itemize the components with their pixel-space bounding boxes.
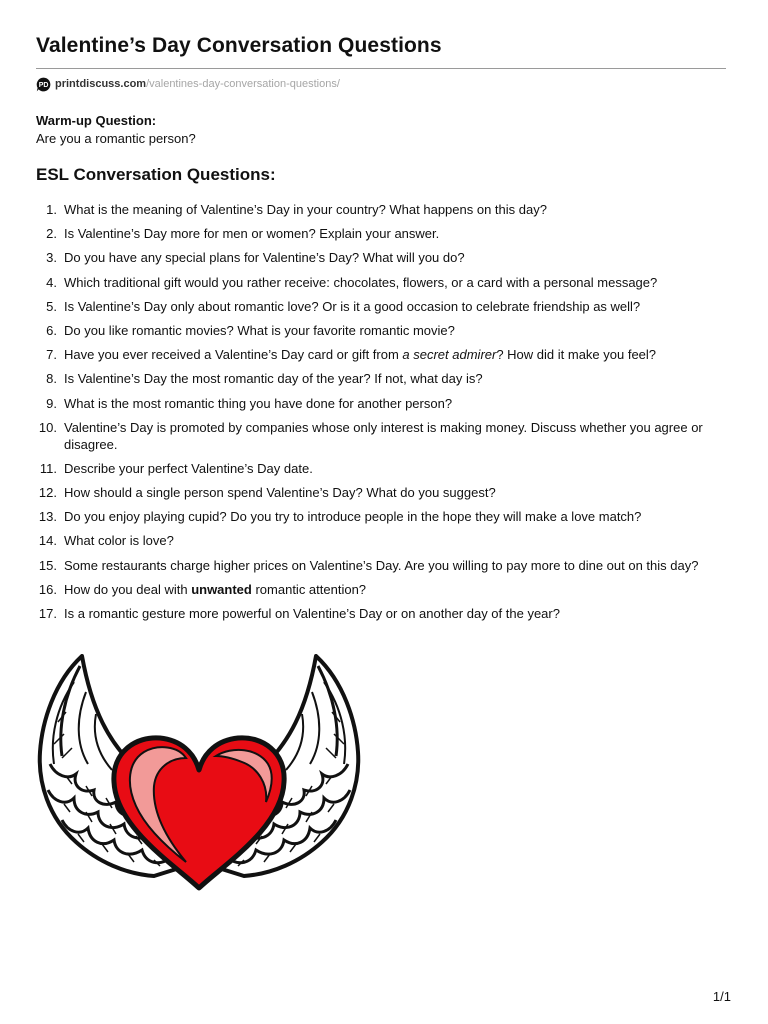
question-number: 9.: [46, 395, 57, 411]
question-text: [64, 484, 726, 501]
question-number: 10.: [38, 419, 57, 435]
question-text: [64, 201, 726, 218]
question-text-part: Describe your perfect Valentine’s Day date.: [64, 460, 313, 476]
question-text-part: Is Valentine’s Day more for men or women? Explain your answer.: [64, 226, 440, 242]
question-number: 14.: [38, 533, 57, 549]
question-text: [64, 581, 726, 598]
question-text: [64, 419, 726, 453]
question-number: 4.: [46, 274, 57, 290]
question-text-part: What color is love?: [64, 533, 174, 549]
source-domain[interactable]: printdiscuss.com: [55, 78, 147, 90]
question-text: [64, 346, 726, 363]
section-heading: ESL Conversation Questions:: [36, 165, 276, 184]
question-text-part: Have you ever received a Valentine’s Day card or gift from: [64, 347, 403, 363]
question-text-part: romantic attention?: [251, 581, 367, 597]
question-item: [36, 508, 726, 525]
question-text-part: Which traditional gift would you rather receive: chocolates, flowers, or a card with a personal message?: [64, 274, 658, 290]
question-text-part: What is the meaning of Valentine’s Day in your country? What happens on this day?: [64, 202, 547, 217]
source-line[interactable]: [36, 75, 340, 93]
question-number: 2.: [46, 226, 57, 242]
source-path[interactable]: /valentines-day-conversation-questions/: [146, 78, 340, 90]
question-item: [36, 581, 726, 598]
question-text: [64, 370, 726, 387]
title-divider: [36, 68, 726, 69]
question-text-part: Is a romantic gesture more powerful on Valentine’s Day or on another day of the year?: [64, 606, 560, 621]
question-item: [36, 460, 726, 477]
question-number: 13.: [38, 509, 57, 525]
question-number: 11.: [39, 460, 57, 476]
question-text-part: Do you have any special plans for Valentine’s Day? What will you do?: [64, 250, 465, 266]
question-item: [36, 419, 726, 453]
question-item: [36, 298, 726, 315]
question-item: [36, 322, 726, 339]
question-number: 3.: [46, 250, 57, 266]
question-text-part: Valentine’s Day is promoted by companies whose only interest is making money. Discuss whether you agree or disagree.: [64, 419, 703, 452]
question-emphasis: unwanted: [191, 581, 252, 597]
question-number: 1.: [46, 202, 57, 217]
question-text-part: What is the most romantic thing you have done for another person?: [64, 395, 453, 411]
question-text-part: Do you enjoy playing cupid? Do you try to introduce people in the hope they will make a love match?: [64, 509, 642, 525]
question-number: 16.: [38, 581, 57, 597]
winged-heart-icon: [36, 652, 362, 892]
question-text: [64, 508, 726, 525]
question-item: [36, 395, 726, 412]
question-text-part: How do you deal with: [64, 581, 192, 597]
question-number: 5.: [46, 298, 57, 314]
question-number: 8.: [46, 371, 57, 387]
question-text: [64, 557, 726, 574]
question-item: [36, 225, 726, 242]
question-item: [36, 346, 726, 363]
page-number: 1/1: [712, 989, 731, 1004]
question-number: 17.: [38, 606, 57, 621]
question-item: [36, 557, 726, 574]
question-item: [36, 370, 726, 387]
question-text: [64, 225, 726, 242]
question-text-part: Is Valentine’s Day only about romantic love? Or is it a good occasion to celebrate friendship as well?: [64, 298, 641, 314]
question-text: [64, 605, 726, 622]
question-text: [64, 274, 726, 291]
question-number: 6.: [46, 322, 57, 338]
question-text: [64, 395, 726, 412]
question-item: [36, 201, 726, 218]
question-emphasis: a secret admirer: [402, 347, 497, 363]
question-text: [64, 322, 726, 339]
question-list: [36, 201, 726, 629]
pd-logo-icon: [36, 77, 51, 92]
page-title: Valentine’s Day Conversation Questions: [36, 34, 442, 57]
pd-logo-text: PD: [38, 81, 49, 89]
question-text-part: Some restaurants charge higher prices on Valentine’s Day. Are you willing to pay more to dine out on this day?: [64, 557, 699, 573]
question-text: [64, 298, 726, 315]
winged-heart-illustration: [36, 652, 362, 892]
question-number: 12.: [38, 485, 57, 501]
question-text: [64, 460, 726, 477]
question-item: [36, 484, 726, 501]
question-text: [64, 532, 726, 549]
question-text-part: Do you like romantic movies? What is your favorite romantic movie?: [64, 322, 455, 338]
question-number: 15.: [38, 557, 57, 573]
question-text-part: How should a single person spend Valentine’s Day? What do you suggest?: [64, 485, 496, 501]
question-item: [36, 249, 726, 266]
question-text-part: ? How did it make you feel?: [496, 347, 657, 363]
question-item: [36, 605, 726, 622]
question-item: [36, 274, 726, 291]
question-number: 7.: [46, 347, 57, 363]
question-item: [36, 532, 726, 549]
question-text-part: Is Valentine’s Day the most romantic day of the year? If not, what day is?: [64, 371, 483, 387]
warmup-label: Warm-up Question:: [36, 113, 157, 128]
question-text: [64, 249, 726, 266]
warmup-question: Are you a romantic person?: [36, 131, 196, 146]
